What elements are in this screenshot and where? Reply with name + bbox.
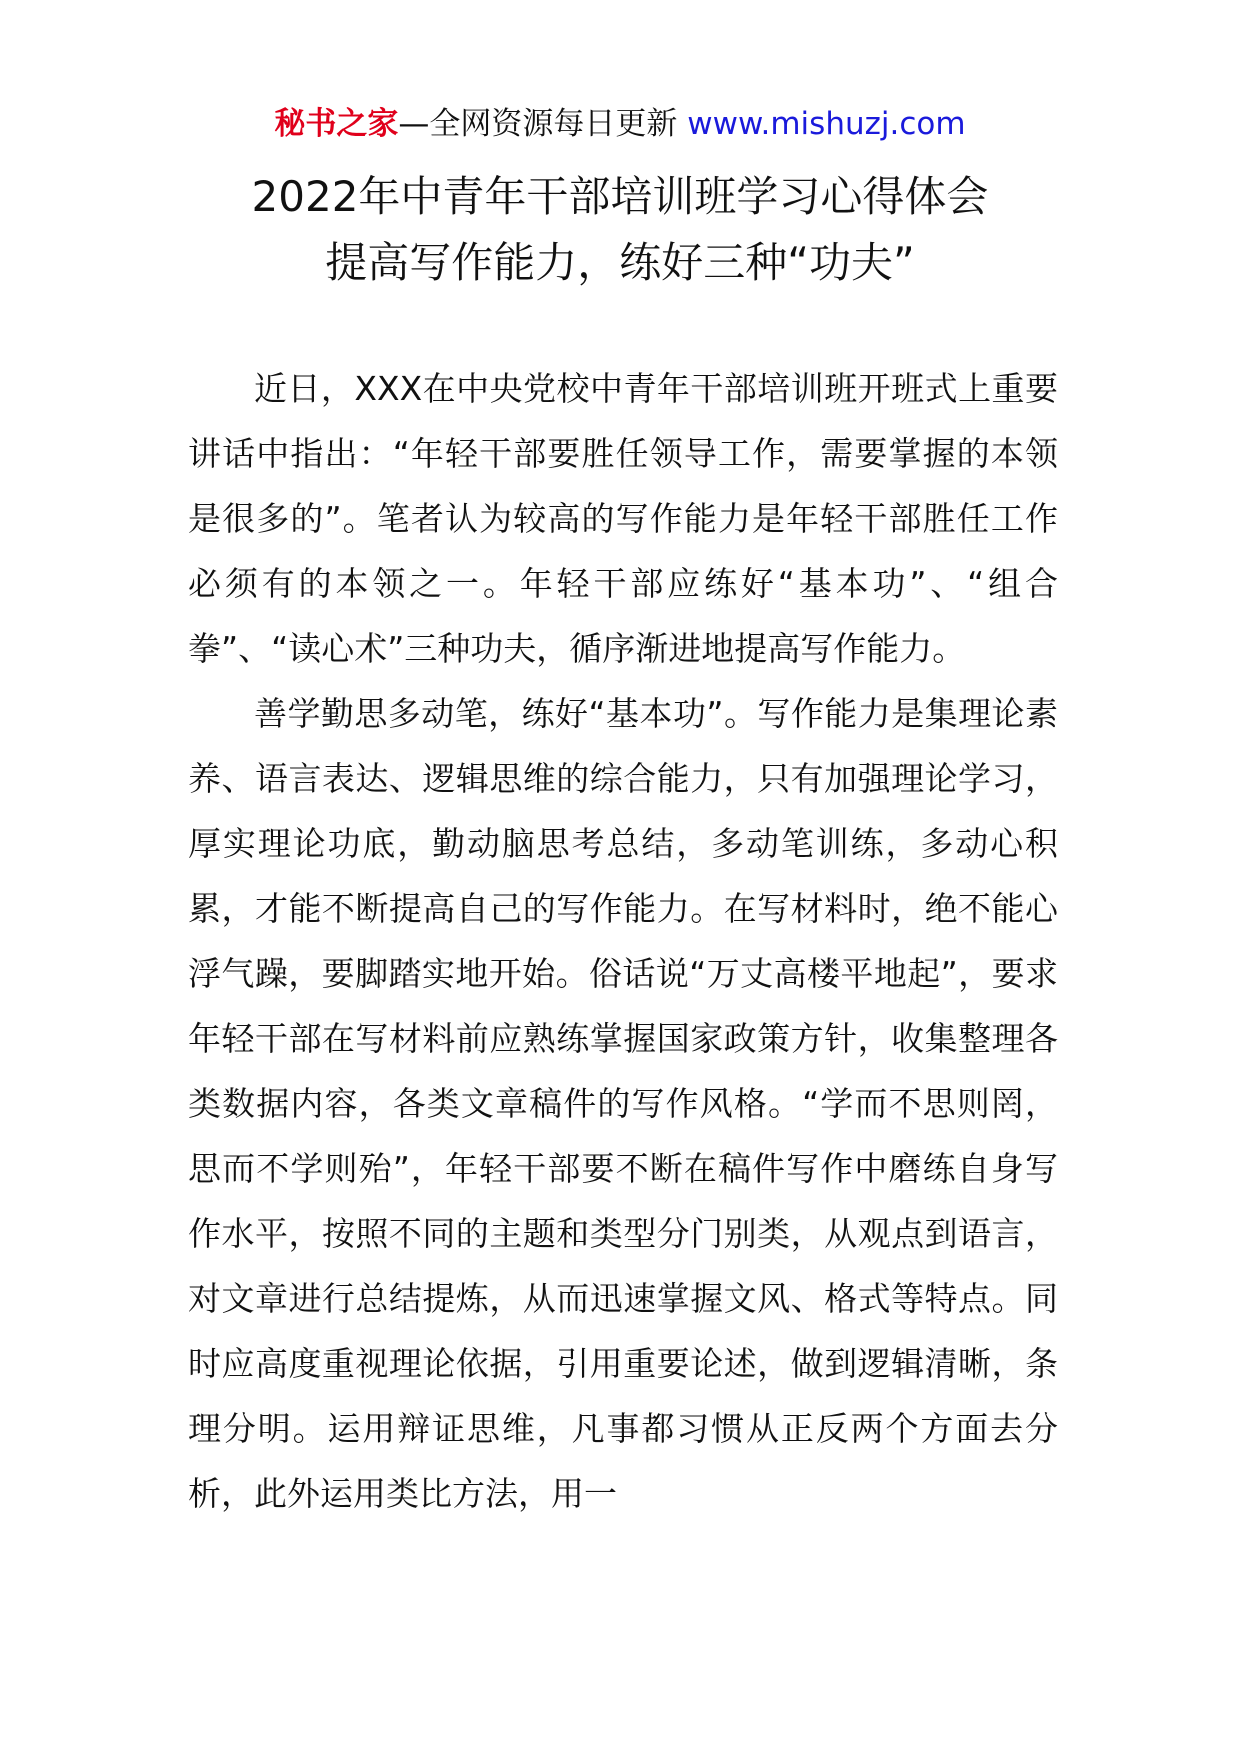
header-banner xyxy=(0,100,1240,148)
document-title xyxy=(0,164,1240,296)
website-link[interactable]: www.mishuzj.com xyxy=(687,106,966,142)
body-paragraph: 善学勤思多动笔，练好“基本功”。写作能力是集理论素养、语言表达、逻辑思维的综合能力，只有加强理论学习，厚实理论功底，勤动脑思考总结，多动笔训练，多动心积累，才能不断提高自己的写作能力。在写材料时，绝不能心浮气躁，要脚踏实地开始。俗话说“万丈高楼平地起”，要求年轻干部在写材料前应熟练掌握国家政策方针，收集整理各类数据内容，各类文章稿件的写作风格。“学而不思则罔，思而不学则殆”，年轻干部要不断在稿件写作中磨练自身写作水平，按照不同的主题和类型分门别类，从观点到语言，对文章进行总结提炼，从而迅速掌握文风、格式等特点。同时应高度重视理论依据，引用重要论述，做到逻辑清晰，条理分明。运用辩证思维，凡事都习惯从正反两个方面去分析，此外运用类比方法，用一 xyxy=(188,694,1058,1513)
brand-name: 秘书之家 xyxy=(274,106,399,142)
banner-tagline: —全网资源每日更新 xyxy=(398,106,678,142)
title-line-1: 2022年中青年干部培训班学习心得体会 xyxy=(251,172,989,221)
document-body xyxy=(188,356,1058,1526)
title-line-2: 提高写作能力，练好三种“功夫” xyxy=(325,238,915,287)
body-paragraph: 近日，XXX在中央党校中青年干部培训班开班式上重要讲话中指出：“年轻干部要胜任领导工作，需要掌握的本领是很多的”。笔者认为较高的写作能力是年轻干部胜任工作必须有的本领之一。年轻干部应练好“基本功”、“组合拳”、“读心术”三种功夫，循序渐进地提高写作能力。 xyxy=(188,369,1058,668)
